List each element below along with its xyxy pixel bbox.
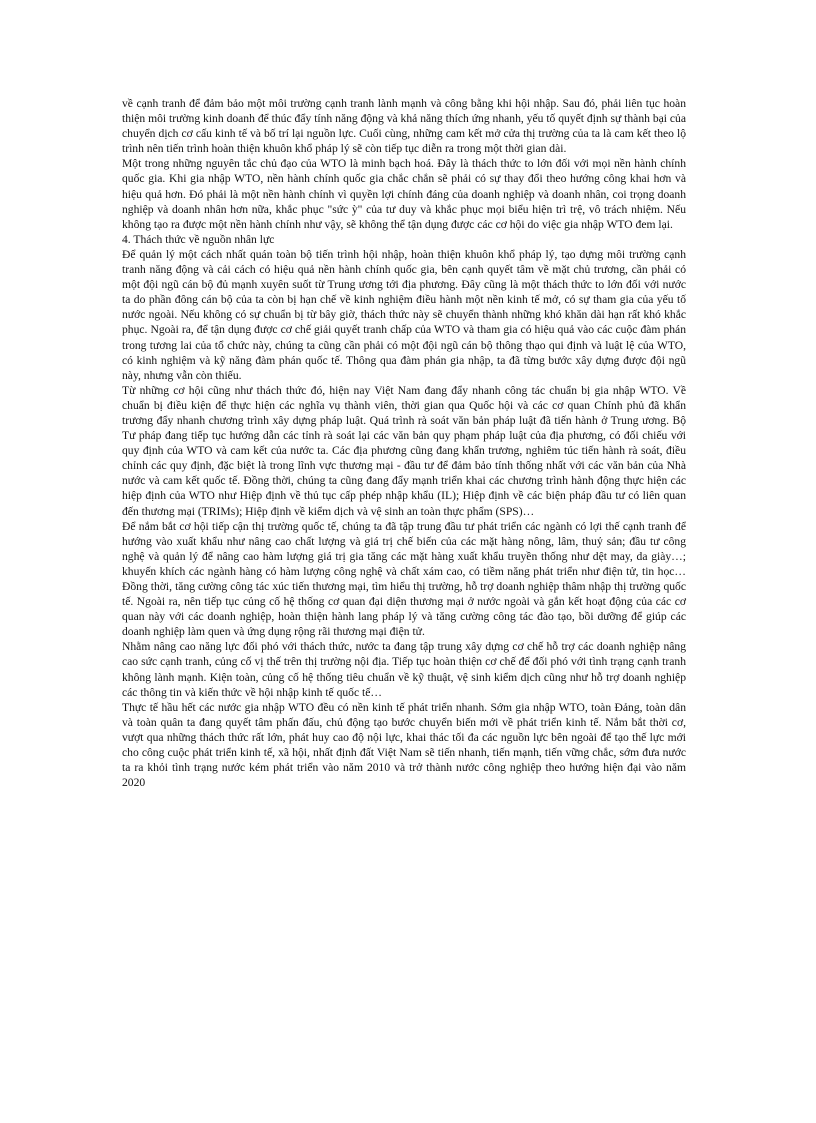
document-page — [122, 96, 686, 790]
paragraph-transparency: Một trong những nguyên tắc chủ đạo của WTO là minh bạch hoá. Đây là thách thức to lớn đối với mọi nền hành chính quốc gia. Khi gia nhập WTO, nền hành chính quốc gia chắc chắn sẽ phải có sự thay đổi theo hướng công khai hơn và hiệu quả hơn. Đó phải là một nền hành chính vì quyền lợi chính đáng của doanh nghiệp và doanh nhân, coi trọng doanh nghiệp và doanh nhân hơn nữa, khắc phục "sức ỳ" của tư duy và khắc phục mọi biểu hiện trì trệ, vô trách nhiệm. Nếu không tạo ra được một nền hành chính như vậy, sẽ không thể tận dụng được các cơ hội do việc gia nhập WTO đem lại. — [122, 157, 686, 231]
paragraph-competition-framework: về cạnh tranh để đảm bảo một môi trường cạnh tranh lành mạnh và công bằng khi hội nhập. Sau đó, phải liên tục hoàn thiện môi trường kinh doanh để thúc đẩy tính năng động và khả năng thích ứng nhanh, yếu tố quyết định sự thành bại của chuyển dịch cơ cấu kinh tế và bố trí lại nguồn lực. Cuối cùng, những cam kết mở cửa thị trường của ta là cam kết theo lộ trình nên tiến trình hoàn thiện khuôn khổ pháp lý sẽ còn tiếp tục diễn ra trong một thời gian dài. — [122, 97, 686, 156]
section-heading-human-resources: 4. Thách thức về nguồn nhân lực — [122, 232, 275, 246]
paragraph-human-resources: Để quản lý một cách nhất quán toàn bộ tiến trình hội nhập, hoàn thiện khuôn khổ pháp lý, tạo dựng môi trường cạnh tranh năng động và cải cách có hiệu quả nền hành chính quốc gia, bên cạnh quyết tâm về mặt chủ trương, cần phải có một đội ngũ cán bộ đủ mạnh xuyên suốt từ Trung ương tới địa phương. Đây cũng là một thách thức to lớn đối với nước ta do phần đông cán bộ của ta còn bị hạn chế về kinh nghiệm điều hành một nền kinh tế mở, có sự tham gia của yếu tố nước ngoài. Nếu không có sự chuẩn bị từ bây giờ, thách thức này sẽ chuyển thành những khó khăn dài hạn rất khó khắc phục. Ngoài ra, để tận dụng được cơ chế giải quyết tranh chấp của WTO và tham gia có hiệu quả vào các cuộc đàm phán trong tương lai của tổ chức này, chúng ta cũng cần phải có một đội ngũ cán bộ thông thạo qui định và luật lệ của WTO, có kinh nghiệm và kỹ năng đàm phán quốc tế. Thông qua đàm phán gia nhập, ta đã từng bước xây dựng được đội ngũ này, nhưng vẫn còn thiếu. — [122, 247, 686, 382]
paragraph-market-access: Để nắm bắt cơ hội tiếp cận thị trường quốc tế, chúng ta đã tập trung đầu tư phát triển các ngành có lợi thế cạnh tranh để hướng vào xuất khẩu như nâng cao chất lượng và giá trị chế biến của các mặt hàng nông, lâm, thuỷ sản; đầu tư công nghệ và quản lý để nâng cao hàm lượng giá trị gia tăng các mặt hàng xuất khẩu truyền thống như dệt may, da giày…; khuyến khích các ngành hàng có hàm lượng công nghệ và chất xám cao, có tiềm năng phát triển như điện tử, tin học… Đồng thời, tăng cường công tác xúc tiến thương mại, tìm hiểu thị trường, hỗ trợ doanh nghiệp thâm nhập thị trường quốc tế. Ngoài ra, nên tiếp tục củng cố hệ thống cơ quan đại diện thương mại ở nước ngoài và gắn kết hoạt động của các cơ quan này với các doanh nghiệp, hoàn thiện hành lang pháp lý và tăng cường công tác đào tạo, bồi dưỡng để giúp các doanh nghiệp làm quen và ứng dụng rộng rãi thương mại điện tử. — [122, 519, 686, 639]
paragraph-wto-preparation: Từ những cơ hội cũng như thách thức đó, hiện nay Việt Nam đang đẩy nhanh công tác chuẩn bị gia nhập WTO. Về chuẩn bị điều kiện để thực hiện các nghĩa vụ thành viên, thời gian qua Quốc hội và các cơ quan Chính phủ đã khẩn trương đẩy nhanh chương trình xây dựng pháp luật. Quá trình rà soát văn bản pháp luật đã tiến hành ở Trung ương. Bộ Tư pháp đang tiếp tục hướng dẫn các tỉnh rà soát lại các văn bản quy phạm pháp luật của địa phương, có đối chiếu với quy định của WTO và cam kết của nước ta. Các địa phương cũng đang khẩn trương, nghiêm túc tiến hành rà soát, điều chỉnh các quy định, đặc biệt là trong lĩnh vực thương mại - đầu tư để đảm bảo tính thống nhất với các văn bản của Nhà nước và cam kết quốc tế. Đồng thời, chúng ta cũng đang đẩy mạnh triển khai các chương trình hành động thực hiện các hiệp định của WTO như Hiệp định về thủ tục cấp phép nhập khẩu (IL); Hiệp định về các biện pháp đầu tư có liên quan đến thương mại (TRIMs); Hiệp định về kiểm dịch và vệ sinh an toàn thực phẩm (SPS)… — [122, 383, 686, 518]
paragraph-conclusion: Thực tế hầu hết các nước gia nhập WTO đều có nền kinh tế phát triển nhanh. Sớm gia nhập WTO, toàn Đảng, toàn dân và toàn quân ta đang quyết tâm phấn đấu, chủ động tạo bước chuyển biến mới về phát triển kinh tế. Nắm bắt thời cơ, vượt qua những thách thức rất lớn, phát huy cao độ nội lực, khai thác tối đa các nguồn lực bên ngoài để tạo thế lực mới cho công cuộc phát triển kinh tế, xã hội, nhất định đất Việt Nam sẽ tiến nhanh, tiến mạnh, tiến vững chắc, sớm đưa nước ta ra khỏi tình trạng nước kém phát triển vào năm 2010 và trở thành nước công nghiệp theo hướng hiện đại vào năm 2020 — [122, 700, 686, 790]
paragraph-competitiveness: Nhằm nâng cao năng lực đối phó với thách thức, nước ta đang tập trung xây dựng cơ chế hỗ trợ các doanh nghiệp nâng cao sức cạnh tranh, củng cố vị thế trên thị trường nội địa. Tiếp tục hoàn thiện cơ chế để đối phó với tình trạng cạnh tranh không lành mạnh. Kiện toàn, củng cố hệ thống tiêu chuẩn về kỹ thuật, vệ sinh kiểm dịch cũng như hỗ trợ doanh nghiệp các thông tin và kiến thức về hội nhập kinh tế quốc tế… — [122, 640, 686, 699]
